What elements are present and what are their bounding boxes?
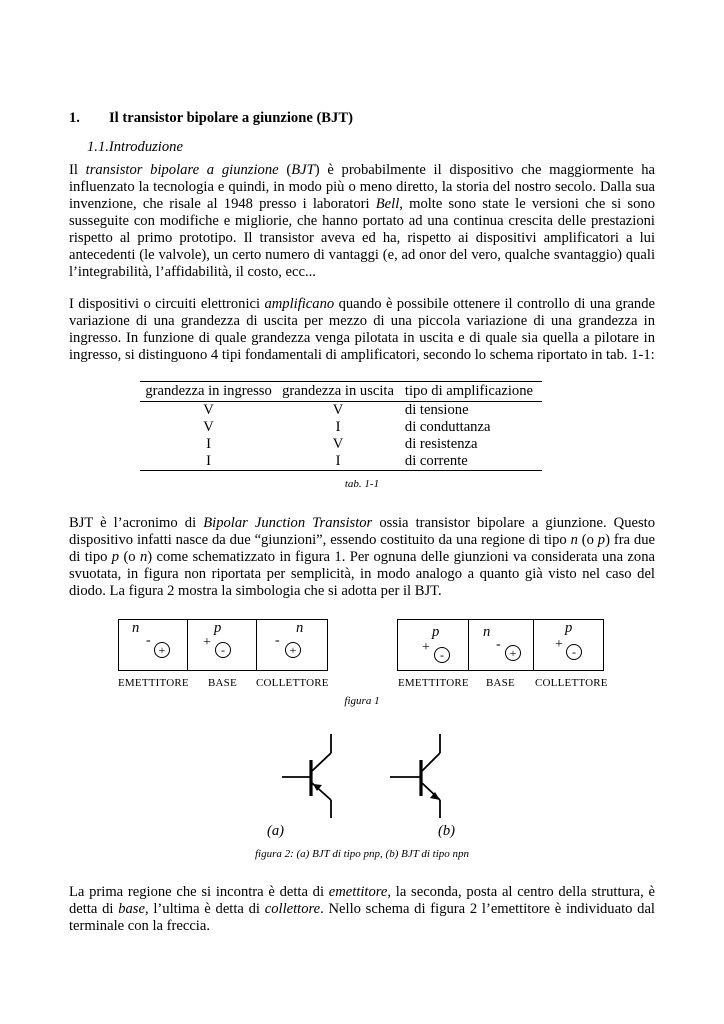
figure2-label-b: (b) <box>438 823 456 839</box>
junction-line <box>533 620 534 670</box>
npn-structure-diagram <box>118 619 328 671</box>
base-label: BASE <box>486 677 515 689</box>
table-header-row <box>140 382 542 402</box>
base-label: BASE <box>208 677 237 689</box>
region-type: p <box>565 620 573 636</box>
section-heading <box>69 110 353 127</box>
carrier-sign: - <box>496 637 501 652</box>
npn-symbol-icon <box>390 734 440 818</box>
region-type: p <box>432 624 440 640</box>
table-header: grandezza in uscita <box>277 382 399 402</box>
ion-icon: + <box>154 642 170 658</box>
table-row <box>140 453 542 471</box>
junction-line <box>187 620 188 670</box>
junction-line <box>256 620 257 670</box>
pnp-structure-diagram <box>397 619 604 671</box>
table-cell: I <box>140 453 277 471</box>
table-header: tipo di amplificazione <box>399 382 542 402</box>
figure2-caption: figura 2: (a) BJT di tipo pnp, (b) BJT di tipo npn <box>254 848 470 860</box>
collector-label: COLLETTORE <box>535 677 608 689</box>
carrier-sign: + <box>203 635 211 650</box>
figure2-label-a: (a) <box>267 823 285 839</box>
ion-icon: + <box>505 645 521 661</box>
table-cell: di conduttanza <box>404 419 491 435</box>
carrier-sign: + <box>555 637 563 652</box>
paragraph-regions: La prima regione che si incontra è detta di emettitore, la seconda, posta al centro della struttura, è detta di base, l’ultima è detta di collettore. Nello schema di figura 2 l’emettitore è individuato dal terminale con la freccia. <box>69 884 655 934</box>
table-caption: tab. 1-1 <box>344 478 380 490</box>
table-cell: di tensione <box>404 402 469 418</box>
carrier-sign: - <box>146 633 151 648</box>
bjt-symbols-diagram <box>270 730 470 825</box>
paragraph-amplifiers: I dispositivi o circuiti elettronici amplificano quando è possibile ottenere il controllo di una grande variazione di una grandezza di uscita per mezzo di una piccola variazione di una grandezza in ingresso. In funzione di quale grandezza venga pilotata in uscita e di quale sia quella a pilotare in ingresso, si distinguono 4 tipi fondamentali di amplificatori, secondo lo schema riportato in tab. 1-1: <box>69 296 655 363</box>
table-row <box>140 402 542 420</box>
table-cell: I <box>335 419 341 435</box>
emitter-label: EMETTITORE <box>118 677 189 689</box>
region-type: p <box>214 620 222 636</box>
ion-icon: - <box>434 647 450 663</box>
subsection-heading: 1.1.Introduzione <box>87 139 183 155</box>
figure1-caption: figura 1 <box>344 695 380 707</box>
table-cell: I <box>277 453 399 471</box>
table-cell: di resistenza <box>404 436 478 452</box>
table-cell: I <box>206 436 211 452</box>
table-cell: V <box>332 402 344 418</box>
carrier-sign: - <box>275 633 280 648</box>
section-number: 1. <box>69 110 80 126</box>
ion-icon: + <box>285 642 301 658</box>
table-header: grandezza in ingresso <box>140 382 277 402</box>
table-cell: V <box>203 402 214 418</box>
section-title: Il transistor bipolare a giunzione (BJT) <box>109 110 353 126</box>
table-cell: V <box>203 419 214 435</box>
region-type: n <box>483 624 491 640</box>
collector-label: COLLETTORE <box>256 677 329 689</box>
carrier-sign: + <box>422 640 430 655</box>
pnp-symbol-icon <box>282 734 331 818</box>
amplifier-table <box>140 381 542 471</box>
paragraph-intro: Il transistor bipolare a giunzione (BJT) è probabilmente il dispositivo che maggiormente ha influenzato la tecnologia e quindi, in modo più o meno diretto, la storia del nostro secolo. Dalla sua invenzione, che risale al 1948 presso i laboratori Bell, molte sono state le versioni che si sono susseguite con modifiche e migliorie, che hanno portato ad una continua crescita delle prestazioni rispetto al primo prototipo. Il transistor aveva ed ha, rispetto ai dispositivi amplificatori a lui antecedenti (le valvole), un certo numero di vantaggi (e, ad onor del vero, qualche svantaggio) quali l’integrabilità, l’affidabilità, il costo, ecc... <box>69 162 655 280</box>
ion-icon: - <box>215 642 231 658</box>
paragraph-bjt: BJT è l’acronimo di Bipolar Junction Transistor ossia transistor bipolare a giunzione. Questo dispositivo infatti nasce da due “giunzioni”, essendo costituito da una regione di tipo n (o p) fra due di tipo p (o n) come schematizzato in figura 1. Per ognuna delle giunzioni va considerata una zona svuotata, in figura non riportata per semplicità, in modo analogo a quanto già visto nel caso del diodo. La figura 2 mostra la simbologia che si adotta per il BJT. <box>69 515 656 599</box>
ion-icon: - <box>566 644 582 660</box>
table-cell: di corrente <box>399 453 542 471</box>
region-type: n <box>132 620 140 636</box>
junction-line <box>468 620 469 670</box>
table-row <box>140 419 542 436</box>
table-cell: V <box>332 436 344 452</box>
table-row <box>140 436 542 453</box>
emitter-label: EMETTITORE <box>398 677 469 689</box>
region-type: n <box>296 620 304 636</box>
